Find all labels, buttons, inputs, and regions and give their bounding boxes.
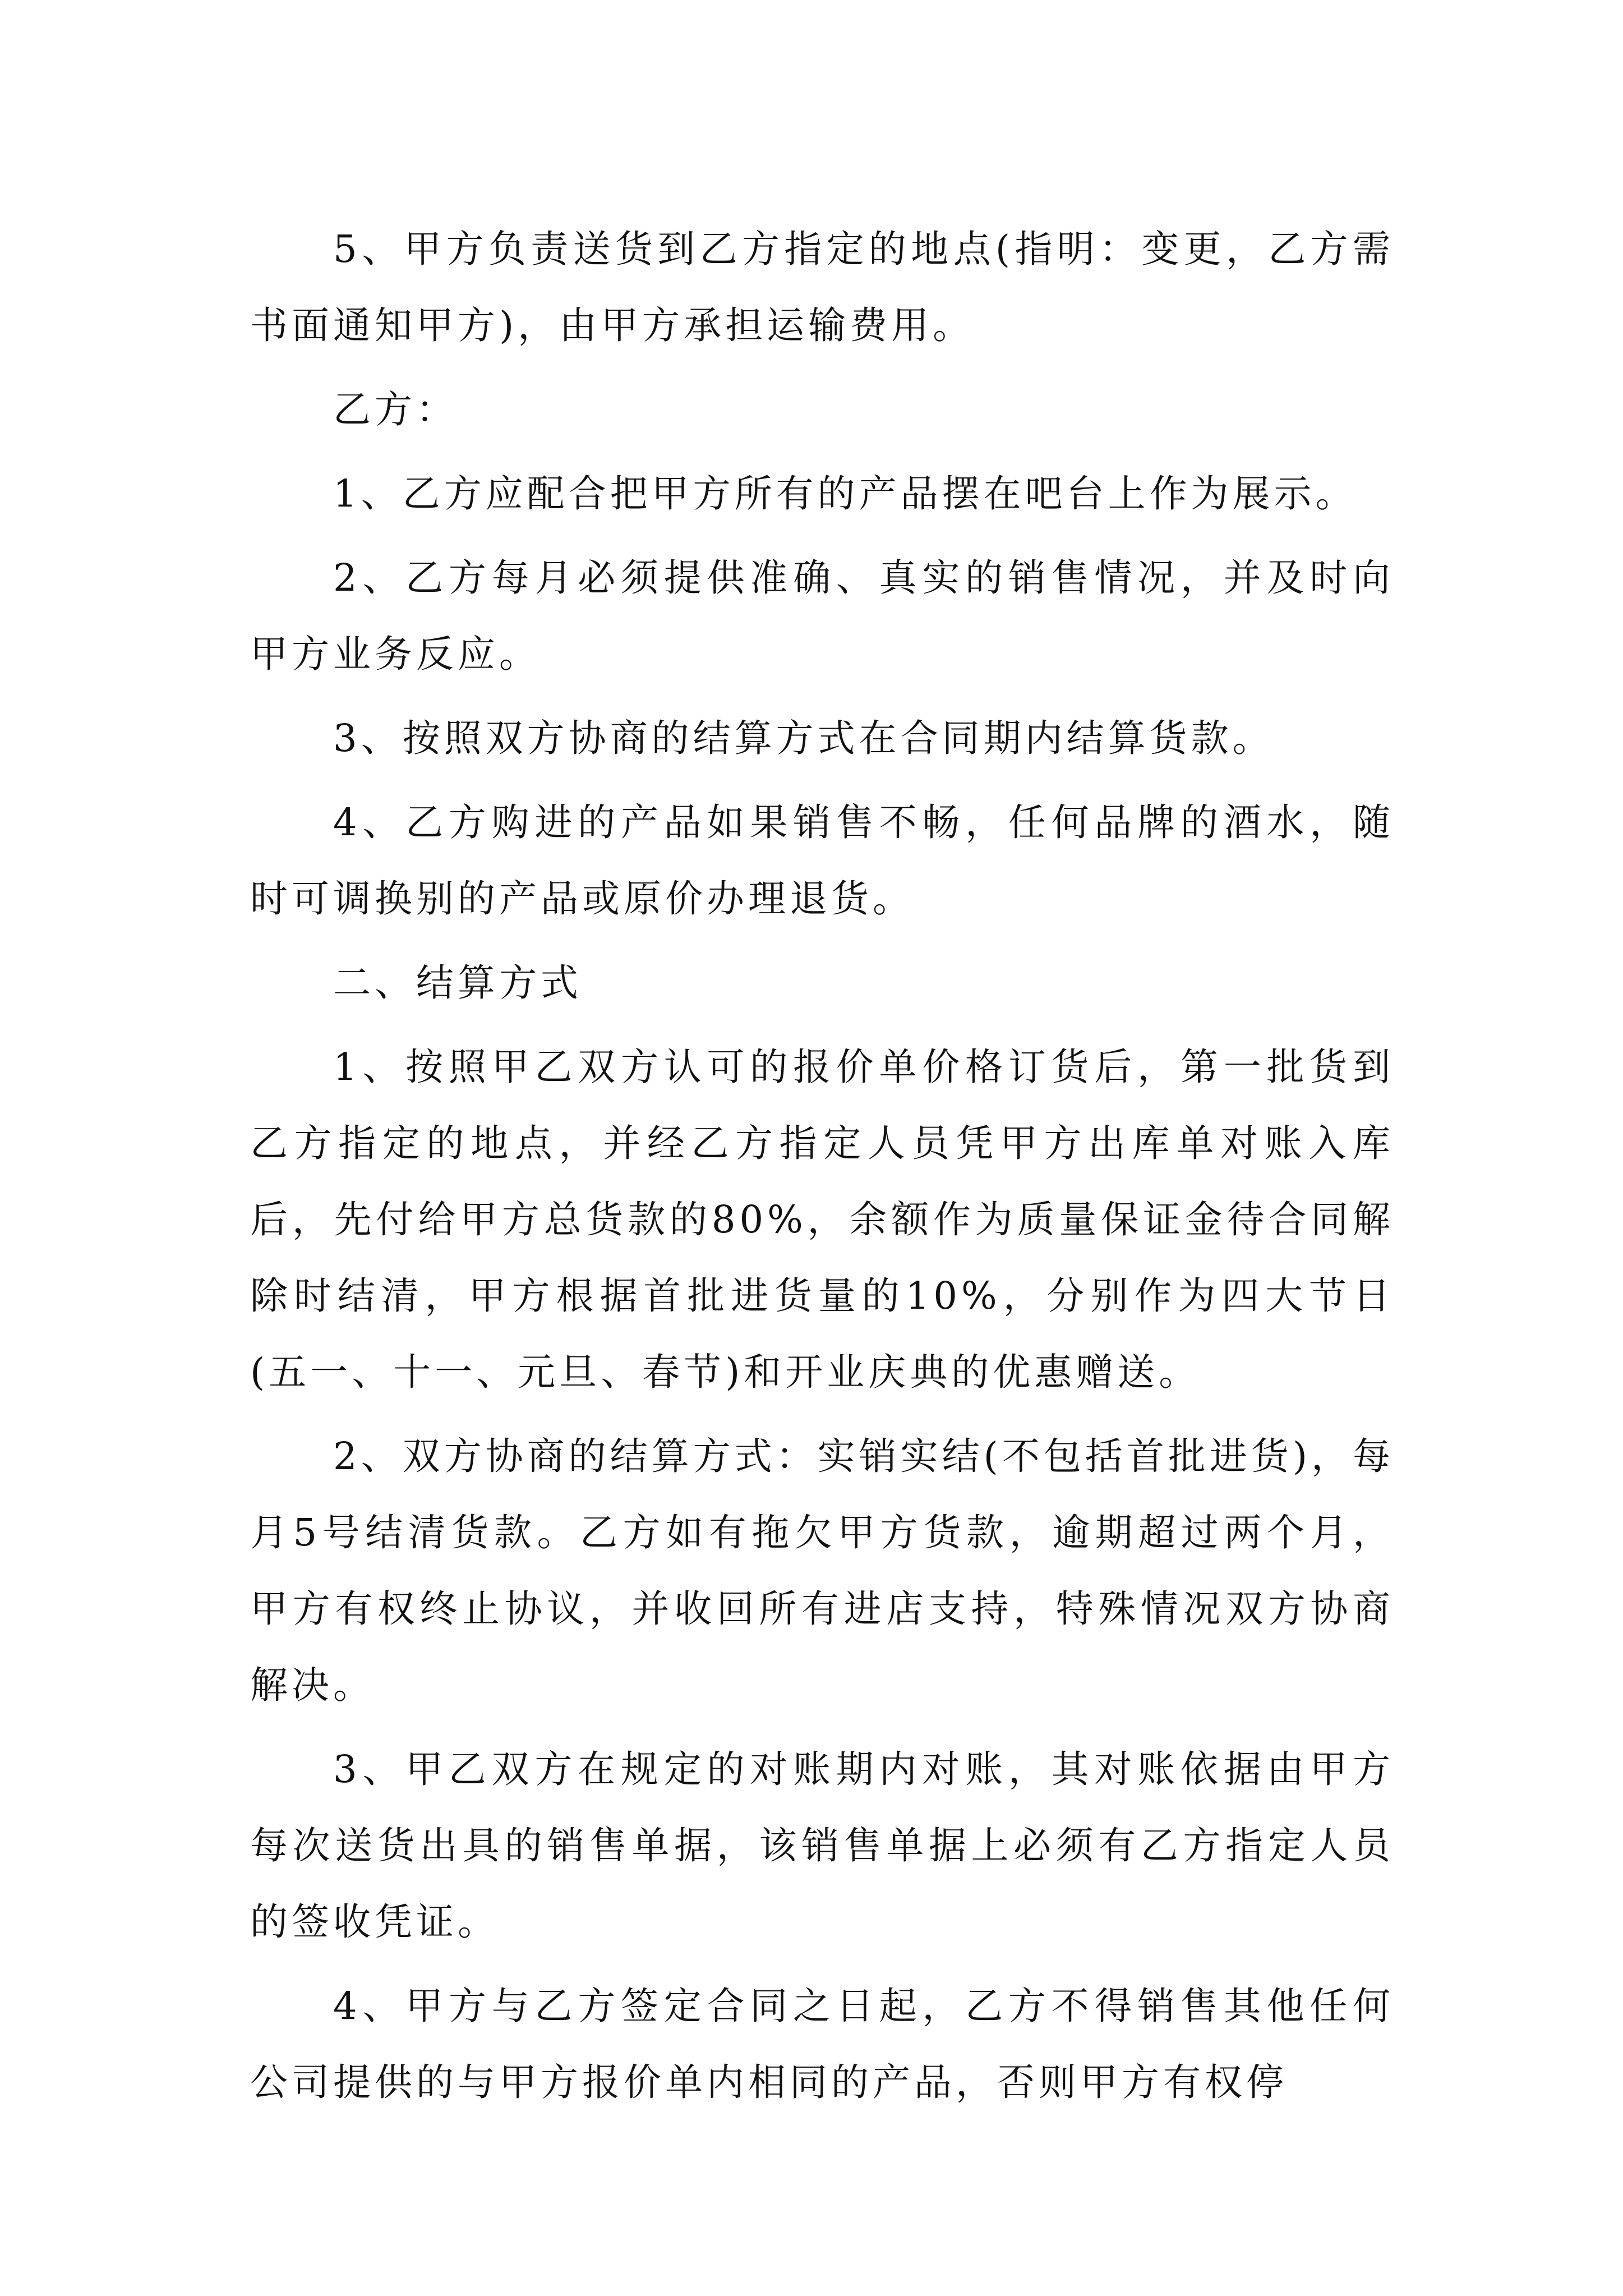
paragraph-party-b-heading: 乙方： bbox=[333, 388, 458, 431]
paragraph-sales-report-clause: 2、乙方每月必须提供准确、真实的销售情况，并及时向甲方业务反应。 bbox=[250, 556, 1394, 676]
paragraph-first-payment-clause: 1、按照甲乙双方认可的报价单价格订货后，第一批货到乙方指定的地点，并经乙方指定人员凭甲方出库单对账入库后，先付给甲方总货款的80%，余额作为质量保证金待合同解除时结清，甲方根据首批进货量的10%，分别作为四大节日(五一、十一、元旦、春节)和开业庆典的优惠赠送。 bbox=[250, 1045, 1394, 1394]
paragraph-display-clause: 1、乙方应配合把甲方所有的产品摆在吧台上作为展示。 bbox=[333, 472, 1357, 516]
paragraph-settlement-period-clause: 3、按照双方协商的结算方式在合同期内结算货款。 bbox=[333, 716, 1274, 760]
paragraph-reconciliation-clause: 3、甲乙双方在规定的对账期内对账，其对账依据由甲方每次送货出具的销售单据，该销售单据上必须有乙方指定人员的签收凭证。 bbox=[250, 1747, 1394, 1944]
paragraph-exclusivity-clause: 4、甲方与乙方签定合同之日起，乙方不得销售其他任何公司提供的与甲方报价单内相同的产品，否则甲方有权停 bbox=[250, 1984, 1394, 2104]
paragraph-settlement-method-clause: 2、双方协商的结算方式：实销实结(不包括首批进货)，每月5号结清货款。乙方如有拖欠甲方货款，逾期超过两个月，甲方有权终止协议，并收回所有进店支持，特殊情况双方协商解决。 bbox=[250, 1434, 1394, 1707]
section-heading-settlement: 二、结算方式 bbox=[333, 961, 582, 1005]
document-page bbox=[250, 211, 1394, 2120]
paragraph-delivery-clause: 5、甲方负责送货到乙方指定的地点(指明：变更，乙方需书面通知甲方)，由甲方承担运输费用。 bbox=[250, 227, 1394, 347]
paragraph-return-clause: 4、乙方购进的产品如果销售不畅，任何品牌的酒水，随时可调换别的产品或原价办理退货。 bbox=[250, 800, 1394, 921]
